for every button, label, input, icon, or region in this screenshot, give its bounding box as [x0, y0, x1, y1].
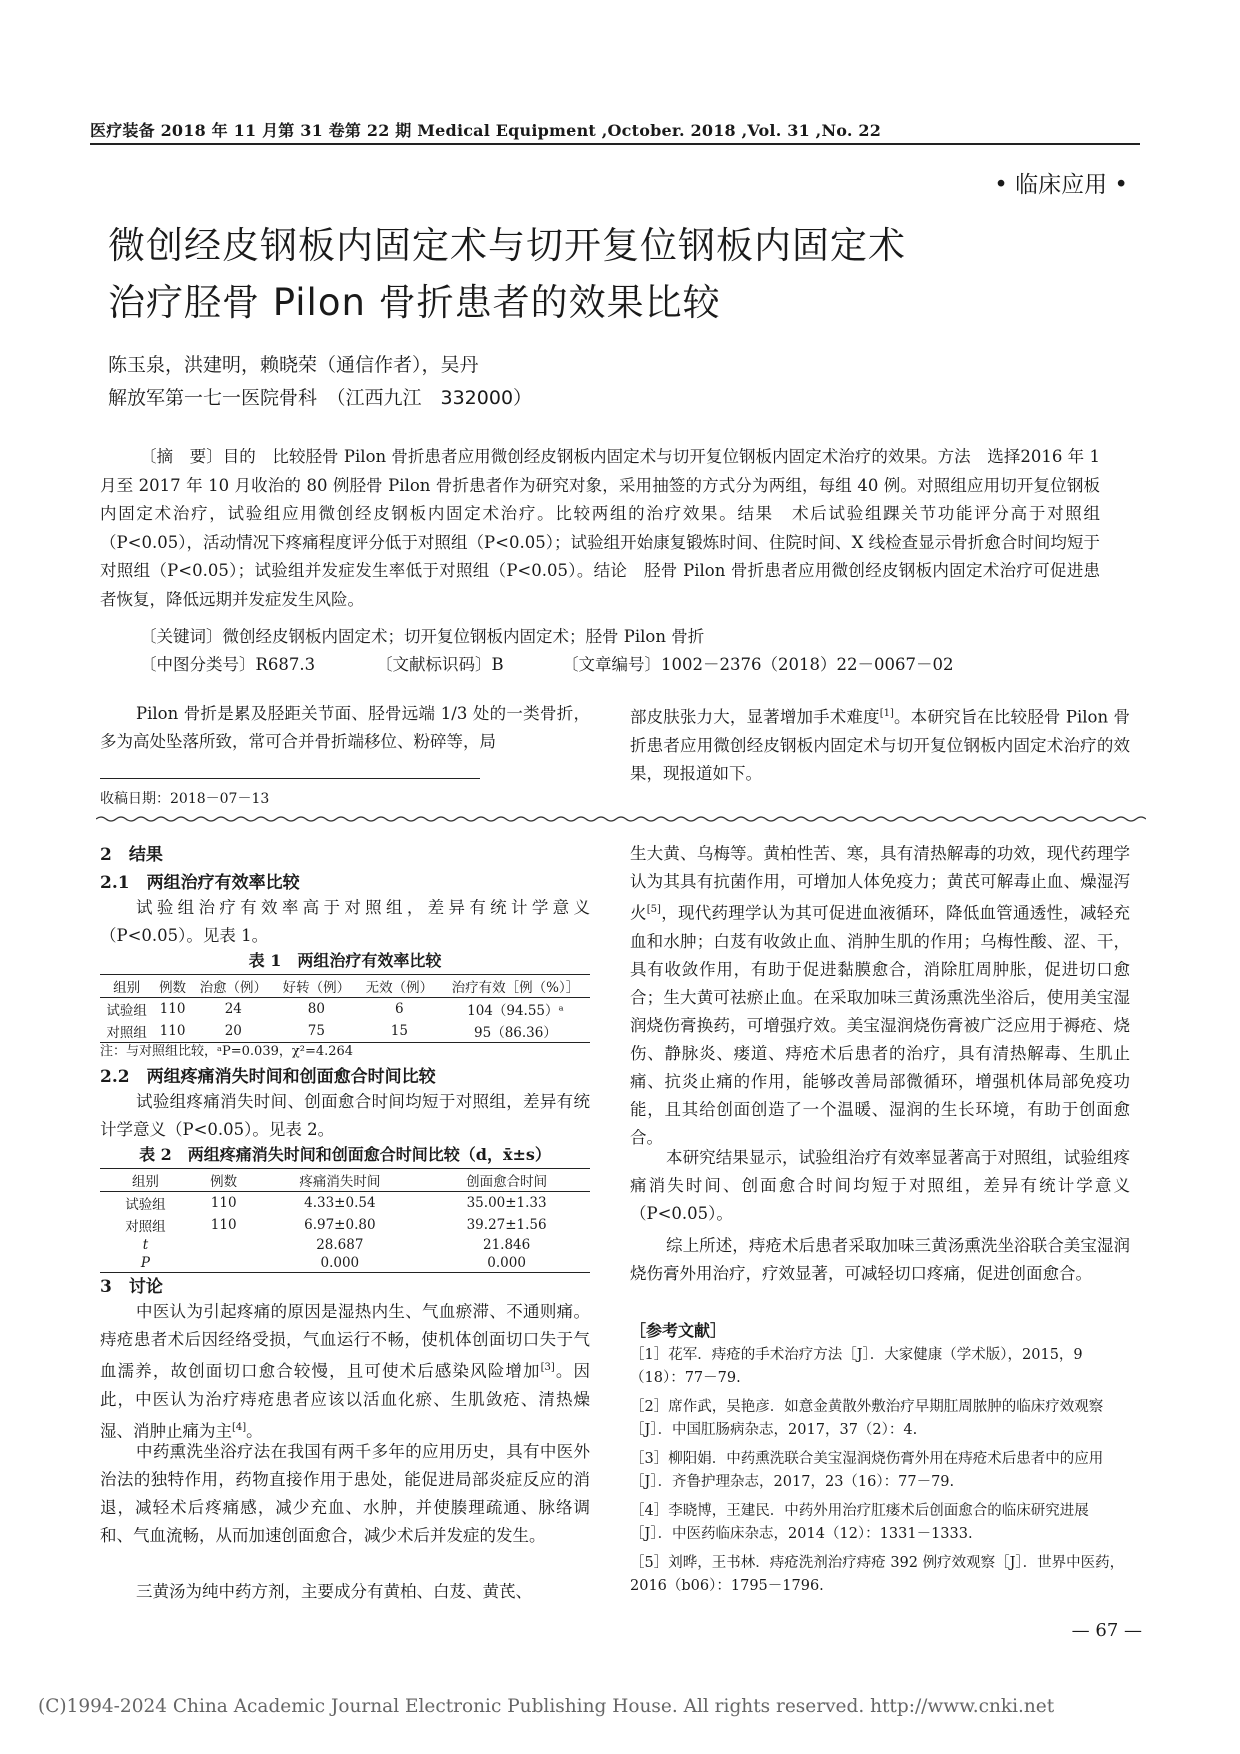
table2-header: 例数 [191, 1169, 257, 1192]
received-date: 收稿日期：2018－07－13 [100, 791, 270, 807]
table1-header: 好转（例） [275, 975, 358, 998]
table2-header: 疼痛消失时间 [256, 1169, 423, 1192]
table2-cell: 39.27±1.56 [466, 1217, 547, 1233]
table2-cell [191, 1254, 257, 1273]
table1-cell: 104（94.55）ᵃ [467, 1003, 564, 1019]
table-row [100, 1236, 590, 1254]
table1-header: 例数 [153, 975, 191, 998]
table1-cell: 对照组 [100, 1020, 153, 1043]
table1-cell: 24 [224, 1001, 242, 1017]
right-paragraph-2: 本研究结果显示，试验组治疗有效率显著高于对照组，试验组疼痛消失时间、创面愈合时间均短于对照组，差异有统计学意义（P<0.05）。 [630, 1148, 1130, 1223]
table2-cell: 0.000 [423, 1254, 590, 1273]
abstract: 〔摘 要〕目的 比较胫骨 Pilon 骨折患者应用微创经皮钢板内固定术与切开复位钢板内固定术治疗的效果。方法 选择2016 年 1 月至 2017 年 10 月收治的 80 例胫骨 Pilon 骨折患者作为研究对象，采用抽签的方式分为两组，每组 40 例。对照组应用切开复位钢板内固定术治疗，试验组应用微创经皮钢板内固定术治疗。比较两组的治疗效果。结果 术后试验组踝关节功能评分高于对照组（P<0.05），活动情况下疼痛程度评分低于对照组（P<0.05）；试验组开始康复锻炼时间、住院时间、X 线检查显示骨折愈合时间均短于对照组（P<0.05）；试验组并发症发生率低于对照组（P<0.05）。结论 胫骨 Pilon 骨折患者应用微创经皮钢板内固定术治疗可促进患者恢复，降低远期并发症发生风险。 [100, 447, 1100, 609]
table2 [100, 1168, 590, 1273]
table1 [100, 974, 590, 1043]
table2-header: 组别 [100, 1169, 191, 1192]
table1-cell: 75 [275, 1020, 358, 1043]
affiliation: 解放军第一七一医院骨科 （江西九江 332000） [108, 387, 533, 409]
table1-header: 组别 [100, 975, 153, 998]
table1-cell: 80 [307, 1001, 325, 1017]
discussion-paragraph-1: 中医认为引起疼痛的原因是湿热内生、气血瘀滞、不通则痛。痔疮患者术后因经络受损，气血运行不畅，使机体创面切口失于气血濡养，故创面切口愈合较慢，且可使术后感染风险增加[3]。因此，中医认为治疗痔疮患者应该以活血化瘀、生肌敛疮、清热燥湿、消肿止痛为主[4]。 [100, 1302, 591, 1440]
table2-cell: t [142, 1237, 149, 1253]
table2-cell: 4.33±0.54 [304, 1195, 376, 1211]
table1-cell: 110 [159, 1001, 186, 1017]
intro-left: Pilon 骨折是累及胫距关节面、胫骨远端 1/3 处的一类骨折，多为高处坠落所致，常可合并骨折端移位、粉碎等，局 [100, 704, 590, 751]
table2-cell [191, 1236, 257, 1254]
table2-cell: P [100, 1254, 191, 1273]
table2-cell: 6.97±0.80 [304, 1217, 376, 1233]
table1-caption: 表 1 两组治疗有效率比较 [248, 951, 442, 970]
reference-item: ［2］席作武，吴艳彦．如意金黄散外敷治疗早期肛周脓肿的临床疗效观察［J］．中国肛肠病杂志，2017，37（2）：4. [630, 1399, 1104, 1438]
table1-header: 无效（例） [358, 975, 441, 998]
reference-item: ［1］花军．痔疮的手术治疗方法［J］．大家健康（学术版），2015，9（18）：77－79. [630, 1347, 1083, 1386]
reference-item: ［5］刘晔，王书林．痔疮洗剂治疗痔疮 392 例疗效观察［J］．世界中医药，2016（b06）：1795－1796. [630, 1555, 1125, 1594]
table-row [100, 1192, 590, 1215]
section-2-2-text: 试验组疼痛消失时间、创面愈合时间均短于对照组，差异有统计学意义（P<0.05）。见表 2。 [100, 1092, 590, 1139]
table1-header: 治愈（例） [192, 975, 275, 998]
page-number: — 67 — [1071, 1620, 1142, 1641]
header-rule [90, 143, 1140, 145]
keywords: 〔关键词〕微创经皮钢板内固定术；切开复位钢板内固定术；胫骨 Pilon 骨折 [140, 627, 705, 646]
authors: 陈玉泉，洪建明，赖晓荣（通信作者），吴丹 [108, 354, 479, 376]
table2-cell: 对照组 [125, 1219, 166, 1235]
article-title-line1: 微创经皮钢板内固定术与切开复位钢板内固定术 [108, 224, 906, 267]
section-2-heading: 2 结果 [100, 845, 163, 865]
table1-note: 注：与对照组比较，ᵃP=0.039，χ²=4.264 [100, 1044, 354, 1059]
references-heading: ［参考文献］ [630, 1321, 727, 1340]
table1-cell: 15 [358, 1020, 441, 1043]
section-2-2-heading: 2.2 两组疼痛消失时间和创面愈合时间比较 [100, 1067, 436, 1087]
copyright-footer: (C)1994-2024 China Academic Journal Electronic Publishing House. All rights reserved. http://www.cnki.net [38, 1696, 1055, 1717]
table1-cell: 6 [395, 1001, 404, 1017]
intro-right: 部皮肤张力大，显著增加手术难度[1]。本研究旨在比较胫骨 Pilon 骨折患者应用微创经皮钢板内固定术与切开复位钢板内固定术治疗的效果，现报道如下。 [630, 707, 1130, 783]
table-row [100, 998, 590, 1021]
table1-cell: 试验组 [106, 1003, 147, 1019]
reference-item: ［3］柳阳娟．中药熏洗联合美宝湿润烧伤膏外用在痔疮术后患者中的应用［J］．齐鲁护理杂志，2017，23（16）：77－79. [630, 1451, 1104, 1490]
table2-cell: 试验组 [125, 1197, 166, 1213]
table2-header: 创面愈合时间 [423, 1169, 590, 1192]
table1-cell: 110 [153, 1020, 191, 1043]
table1-header: 治疗有效［例（%）］ [441, 975, 590, 998]
journal-header: 医疗装备 2018 年 11 月第 31 卷第 22 期 Medical Equipment ,October. 2018 ,Vol. 31 ,No. 22 [90, 121, 882, 140]
table1-cell: 95（86.36） [441, 1020, 590, 1043]
clc-number: 〔中图分类号〕R687.3 [140, 655, 316, 674]
right-paragraph-1: 生大黄、乌梅等。黄柏性苦、寒，具有清热解毒的功效，现代药理学认为其具有抗菌作用，可增加人体免疫力；黄芪可解毒止血、燥湿泻火[5]，现代药理学认为其可促进血液循环，降低血管通透性，减轻充血和水肿；白芨有收敛止血、消肿生肌的作用；乌梅性酸、涩、干，具有收敛作用，有助于促进黏膜愈合，消除肛周肿胀，促进切口愈合；生大黄可祛瘀止血。在采取加味三黄汤熏洗坐浴后，使用美宝湿润烧伤膏换药，可增强疗效。美宝湿润烧伤膏被广泛应用于褥疮、烧伤、静脉炎、瘘道、痔疮术后患者的治疗，具有清热解毒、生肌止痛、抗炎止痛的作用，能够改善局部微循环，增强机体局部免疫功能，且其给创面创造了一个温暖、湿润的生长环境，有助于创面愈合。 [630, 844, 1131, 1147]
table2-caption: 表 2 两组疼痛消失时间和创面愈合时间比较（d，x̄±s） [139, 1145, 551, 1164]
table2-cell: 35.00±1.33 [466, 1195, 547, 1211]
table2-cell: 110 [210, 1217, 237, 1233]
section-2-1-heading: 2.1 两组治疗有效率比较 [100, 873, 300, 893]
section-divider [96, 815, 1146, 823]
reference-item: ［4］李晓博，王建民．中药外用治疗肛瘘术后创面愈合的临床研究进展［J］．中医药临床杂志，2014（12）：1331－1333. [630, 1503, 1089, 1542]
right-paragraph-3: 综上所述，痔疮术后患者采取加味三黄汤熏洗坐浴联合美宝湿润烧伤膏外用治疗，疗效显著，可减轻切口疼痛，促进创面愈合。 [630, 1236, 1130, 1283]
footnote-rule [100, 778, 480, 779]
section-3-heading: 3 讨论 [100, 1277, 163, 1297]
article-number: 〔文章编号〕1002－2376（2018）22－0067－02 [562, 655, 954, 674]
section-tag: • 临床应用 • [994, 172, 1128, 198]
discussion-paragraph-2: 中药熏洗坐浴疗法在我国有两千多年的应用历史，具有中医外治法的独特作用，药物直接作用于患处，能促进局部炎症反应的消退，减轻术后疼痛感，减少充血、水肿，并使腠理疏通、脉络调和、气血流畅，从而加速创面愈合，减少术后并发症的发生。 [100, 1442, 590, 1545]
table2-cell: 21.846 [482, 1237, 531, 1253]
discussion-paragraph-3: 三黄汤为纯中药方剂，主要成分有黄柏、白芨、黄芪、 [136, 1582, 532, 1601]
document-code: 〔文献标识码〕B [376, 655, 504, 674]
table-row [100, 1214, 590, 1236]
table2-cell: 28.687 [316, 1237, 364, 1253]
section-2-1-text: 试验组治疗有效率高于对照组，差异有统计学意义（P<0.05）。见表 1。 [100, 898, 590, 945]
table1-cell: 20 [192, 1020, 275, 1043]
table-row [100, 1254, 590, 1273]
table2-cell: 0.000 [256, 1254, 423, 1273]
table2-cell: 110 [210, 1195, 237, 1211]
article-title-line2: 治疗胫骨 Pilon 骨折患者的效果比较 [108, 281, 721, 324]
